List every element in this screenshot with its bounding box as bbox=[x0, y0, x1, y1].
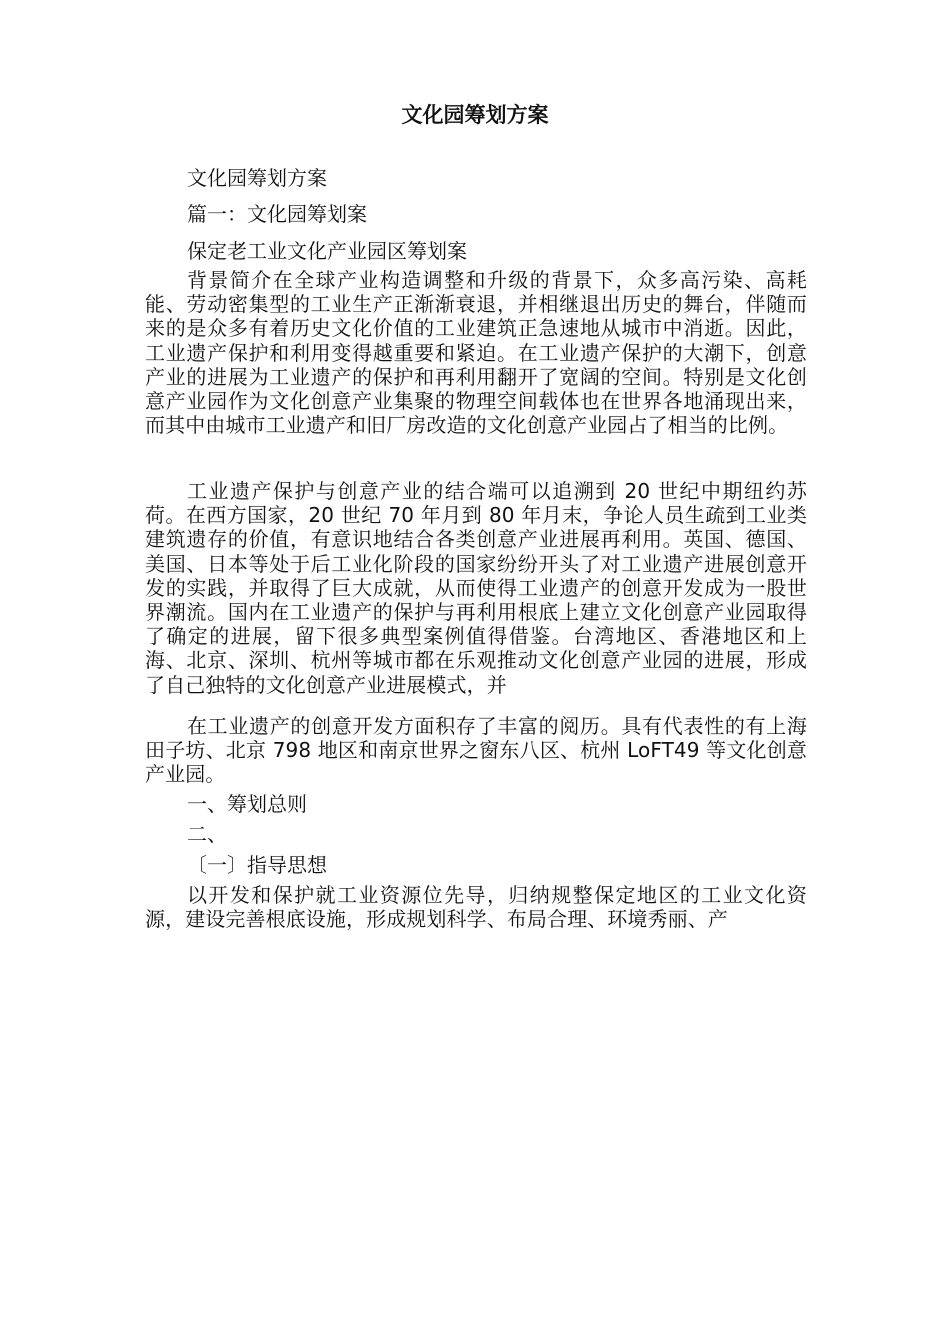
paragraph-guiding-ideology: 以开发和保护就工业资源位先导，归纳规整保定地区的工业文化资源，建设完善根底设施，形成规划科学、布局合理、环境秀丽、产 bbox=[145, 883, 807, 932]
paragraph-background: 背景简介在全球产业构造调整和升级的背景下，众多高污染、高耗能、劳动密集型的工业生产正渐渐衰退，并相继退出历史的舞台，伴随而来的是众多有着历史文化价值的工业建筑正急速地从城市中消逝。因此，工业遗产保护和利用变得越重要和紧迫。在工业遗产保护的大潮下，创意产业的进展为工业遗产的保护和再利用翻开了宽阔的空间。特别是文化创意产业园作为文化创意产业集聚的物理空间载体也在世界各地涌现出来，而其中由城市工业遗产和旧厂房改造的文化创意产业园占了相当的比例。 bbox=[145, 268, 807, 438]
paragraph-examples: 在工业遗产的创意开发方面积存了丰富的阅历。具有代表性的有上海田子坊、北京 798 地区和南京世界之窗东八区、杭州 LoFT49 等文化创意产业园。 bbox=[145, 714, 807, 787]
paragraph-history: 工业遗产保护与创意产业的结合端可以追溯到 20 世纪中期纽约苏荷。在西方国家，20 世纪 70 年月到 80 年月末，争论人员生疏到工业类建筑遗存的价值，有意识地结合各类创意产业进展再利用。英国、德国、美国、日本等处于后工业化阶段的国家纷纷开头了对工业遗产进展创意开发的实践，并取得了巨大成就，从而使得工业遗产的创意开发成为一股世界潮流。国内在工业遗产的保护与再利用根底上建立文化创意产业园取得了确定的进展，留下很多典型案例值得借鉴。台湾地区、香港地区和上海、北京、深圳、杭州等城市都在乐观推动文化创意产业园的进展，形成了自己独特的文化创意产业进展模式，并 bbox=[145, 479, 807, 697]
heading-general-rules: 一、筹划总则 bbox=[187, 792, 307, 816]
document-title: 文化园筹划方案 bbox=[401, 103, 549, 127]
chapter-heading: 篇一：文化园筹划案 bbox=[187, 202, 367, 226]
heading-two: 二、 bbox=[187, 822, 227, 846]
subtitle: 文化园筹划方案 bbox=[187, 166, 327, 190]
sub-heading-guiding-ideology: 〔一〕指导思想 bbox=[187, 853, 327, 877]
section-title: 保定老工业文化产业园区筹划案 bbox=[187, 239, 467, 263]
